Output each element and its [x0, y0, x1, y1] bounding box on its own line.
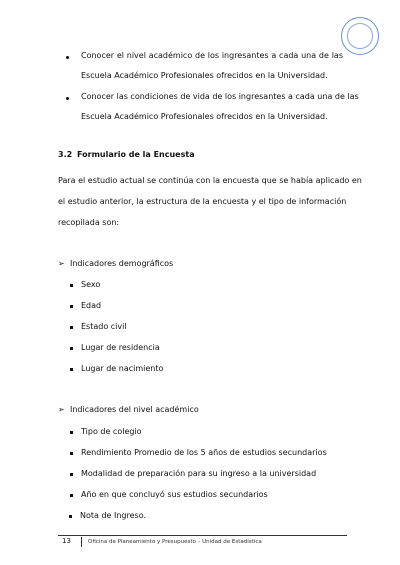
square-bullet [70, 305, 73, 308]
group-1-item: Lugar de residencia [81, 343, 160, 352]
square-bullet [70, 431, 73, 434]
bullet-dot [66, 56, 69, 59]
group-1-item: Lugar de nacimiento [81, 364, 164, 373]
paragraph-line-3: recopilada son: [58, 218, 120, 227]
group-2-item: Año en que concluyó sus estudios secundarios [81, 490, 268, 499]
bullet-dot [66, 97, 69, 100]
paragraph-line-2: el estudio anterior, la estructura de la encuesta y el tipo de información [58, 197, 347, 206]
paragraph-line-1: Para el estudio actual se continúa con la encuesta que se había aplicado en [58, 176, 362, 185]
square-bullet [70, 452, 73, 455]
group-1-title: Indicadores demográficos [70, 259, 174, 268]
section-number: 3.2 [58, 150, 73, 159]
square-bullet [70, 368, 73, 371]
square-bullet [70, 284, 73, 287]
university-seal [341, 17, 379, 55]
objective-1-line-2: Escuela Académico Profesionales ofrecidos en la Universidad. [81, 71, 328, 80]
footer-rule [58, 535, 347, 536]
group-2-item: Modalidad de preparación para su ingreso a la universidad [81, 469, 317, 478]
group-1-item: Edad [81, 301, 102, 310]
arrow-bullet-icon: ➢ [58, 259, 65, 268]
section-title: Formulario de la Encuesta [77, 150, 195, 159]
page-number: 13 [62, 537, 71, 545]
arrow-bullet-icon: ➢ [58, 405, 65, 414]
group-1-item: Sexo [81, 280, 101, 289]
footer-text: Oficina de Planeamiento y Presupuesto – Unidad de Estadística [88, 539, 262, 545]
objective-1-line-1: Conocer el nivel académico de los ingresantes a cada una de las [81, 51, 343, 60]
objective-2-line-1: Conocer las condiciones de vida de los ingresantes a cada una de las [81, 92, 359, 101]
square-bullet [70, 494, 73, 497]
group-2-item: Rendimiento Promedio de los 5 años de estudios secundarios [81, 448, 327, 457]
square-bullet [70, 347, 73, 350]
group-1-item: Estado civil [81, 322, 127, 331]
footer-separator [81, 537, 82, 547]
square-bullet [70, 473, 73, 476]
square-bullet [69, 515, 72, 518]
group-2-item: Tipo de colegio [81, 427, 142, 436]
square-bullet [70, 326, 73, 329]
group-2-item: Nota de Ingreso. [80, 511, 147, 520]
group-2-title: Indicadores del nivel académico [70, 405, 199, 414]
objective-2-line-2: Escuela Académico Profesionales ofrecidos en la Universidad. [81, 112, 328, 121]
